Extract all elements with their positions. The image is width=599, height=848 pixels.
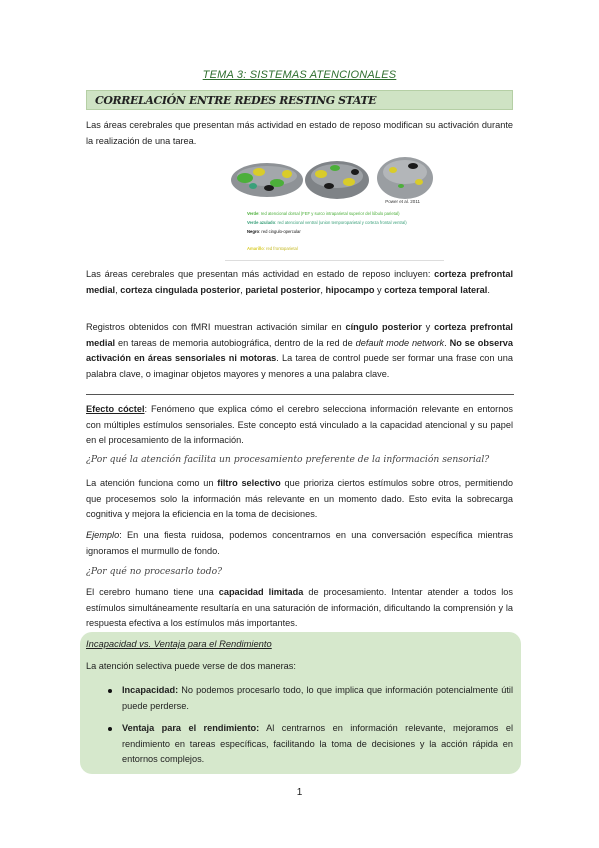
question-heading: ¿Por qué no procesarlo todo? xyxy=(86,566,223,577)
box-lead: La atención selectiva puede verse de dos maneras: xyxy=(86,661,296,671)
text-run: : Fenómeno que explica cómo el cerebro selecciona información relevante en entornos con múltiples estímulos sensoriales. Este concepto está vinculado a la capacidad atencional y su papel en el procesamiento de la información. xyxy=(86,404,514,445)
bold-run: corteza temporal lateral xyxy=(384,284,488,295)
text-run: de procesamiento. Intentar atender a todos los estímulos simultáneamente resultaría en una saturación de información, dificultando la comprensión y la respuesta efectiva a los estímulos más importantes. xyxy=(86,587,513,628)
text-run: El cerebro humano tiene una xyxy=(86,587,219,597)
paragraph-example xyxy=(86,528,513,559)
question-heading: ¿Por qué la atención facilita un procesamiento preferente de la información sensorial? xyxy=(86,454,490,465)
italic-run: default mode network xyxy=(355,337,445,348)
page-title: TEMA 3: SISTEMAS ATENCIONALES xyxy=(202,69,397,81)
brain-networks-figure xyxy=(225,152,444,261)
box-title: Incapacidad vs. Ventaja para el Rendimiento xyxy=(86,638,272,649)
bold-run: cíngulo posterior xyxy=(345,322,422,332)
text-run: . La tarea de control puede ser formar una frase con una palabra clave, o imaginar objetos mayores y menores a una palabra clave. xyxy=(86,353,513,379)
paragraph-selective-filter xyxy=(86,476,513,523)
legend-item xyxy=(247,246,298,252)
list-item xyxy=(122,721,513,768)
bullet-dot-icon xyxy=(108,727,112,731)
text-run: Registros obtenidos con fMRI muestran activación similar en xyxy=(86,322,346,332)
page-number: 1 xyxy=(296,787,303,798)
bold-run: filtro selectivo xyxy=(217,478,281,488)
legend-item xyxy=(247,211,399,217)
italic-run: Ejemplo xyxy=(86,530,120,540)
legend-text: : red cingulo-opercular xyxy=(259,229,301,234)
text-run: Las áreas cerebrales que presentan más actividad en estado de reposo incluyen: xyxy=(86,269,435,279)
text-run: , xyxy=(115,284,121,295)
paragraph-limited-capacity xyxy=(86,585,513,632)
bold-run: parietal posterior xyxy=(245,284,321,295)
term-cocktail-effect: Efecto cóctel xyxy=(86,404,145,414)
bold-run: corteza prefrontal medial xyxy=(86,322,513,348)
legend-label: Verde xyxy=(247,211,259,216)
text-run: , xyxy=(320,284,326,295)
item-label: Incapacidad: xyxy=(122,685,179,695)
legend-label: Verde azulado xyxy=(247,220,276,225)
intro-paragraph: Las áreas cerebrales que presentan más actividad en estado de reposo modifican su activación durante la realización de una tarea. xyxy=(86,120,513,146)
bold-run: corteza prefrontal medial xyxy=(86,269,513,295)
item-label: Ventaja para el rendimiento: xyxy=(122,723,260,733)
text-run: La atención funciona como un xyxy=(86,478,218,488)
legend-item xyxy=(247,220,407,226)
text-run: , xyxy=(240,284,246,295)
divider xyxy=(86,394,514,395)
legend-label: Negro xyxy=(247,229,260,234)
figure-citation: Power et al. 2011 xyxy=(385,199,420,204)
text-run: y xyxy=(374,284,385,295)
paragraph-fmri xyxy=(86,320,513,382)
text-run: . xyxy=(487,284,490,295)
legend-text: : red atencional ventral (union temporoparietal y corteza frontal ventral) xyxy=(275,220,407,225)
legend-text: : red atencional dorsal (FEF y surco intraparietal superior del lóbulo parietal) xyxy=(258,211,400,216)
text-run: y xyxy=(421,322,435,332)
text-run: en tareas de memoria autobiográfica, dentro de la red de xyxy=(115,337,356,348)
bold-run: No se observa activación en áreas sensoriales ni motoras xyxy=(86,337,514,363)
item-text: Al centrarnos en información relevante, mejoramos el rendimiento en tareas específicas, facilitando la toma de decisiones y la acción rápida en entornos complejos. xyxy=(122,723,513,764)
text-run: . xyxy=(444,337,450,348)
text-run: : En una fiesta ruidosa, podemos concentrarnos en una conversación específica mientras ignoramos el murmullo de fondo. xyxy=(86,530,513,556)
bullet-dot-icon xyxy=(108,689,112,693)
paragraph-resting-areas xyxy=(86,267,513,298)
bold-run: capacidad limitada xyxy=(218,587,304,597)
legend-item xyxy=(247,229,301,235)
section-heading-bar xyxy=(86,90,513,110)
paragraph-cocktail-effect xyxy=(86,402,513,449)
legend-text: : red frontoparietal xyxy=(263,246,298,251)
bold-run: corteza cingulada posterior xyxy=(120,284,241,295)
section-heading: CORRELACIÓN ENTRE REDES RESTING STATE xyxy=(95,94,377,107)
list-item xyxy=(122,683,513,714)
text-run: que prioriza ciertos estímulos sobre otros, permitiendo que procesemos solo la información más relevante en un momento dado. Esto evita la sobrecarga cognitiva y mejora la eficiencia en la toma de decisiones. xyxy=(86,478,514,519)
legend-label: Amarillo xyxy=(247,246,264,251)
item-text: No podemos procesarlo todo, lo que implica que información potencialmente útil puede perderse. xyxy=(122,685,513,711)
brain-images xyxy=(225,152,444,214)
bold-run: hipocampo xyxy=(325,284,375,295)
